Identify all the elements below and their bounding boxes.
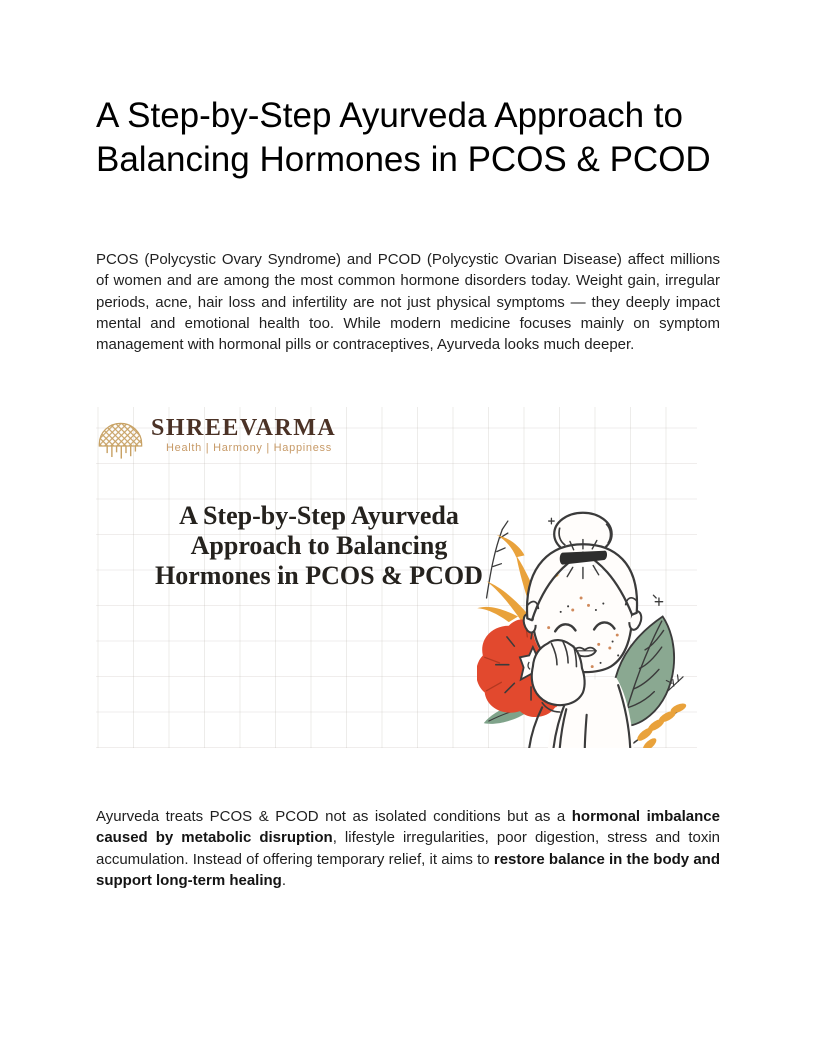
article-banner-image[interactable] <box>96 407 697 748</box>
logo-tagline: Health | Harmony | Happiness <box>166 442 332 454</box>
document-title-line-2: Balancing Hormones in PCOS & PCOD <box>96 140 711 179</box>
intro-paragraph: PCOS (Polycystic Ovary Syndrome) and PCOD (Polycystic Ovarian Disease) affect millions of women and are among the most common hormone disorders today. Weight gain, irregular periods, acne, hair loss and infertility are not just physical symptoms — they deeply impact mental and emotional health too. While modern medicine focuses mainly on symptom management with hormonal pills or contraceptives, Ayurveda looks much deeper. <box>96 251 720 354</box>
woman-hair-bun-flowers-illustration <box>477 509 697 748</box>
document-title-line-1: A Step-by-Step Ayurveda Approach to <box>96 96 683 135</box>
closing-paragraph <box>96 806 720 891</box>
logo-text-block <box>151 415 336 455</box>
text-run-bold: restore balance in the body and support long-term healing <box>96 850 720 889</box>
logo-brand-name: SHREEVARMA <box>151 415 337 441</box>
banner-title-line-1: A Step-by-Step Ayurveda <box>179 501 459 530</box>
banner-title-line-2: Approach to Balancing <box>190 531 448 560</box>
banner-title-line-3: Hormones in PCOS & PCOD <box>155 561 483 590</box>
text-run: , lifestyle irregularities, poor digestion, stress and toxin accumulation. Instead of offering temporary relief, it aims to <box>96 829 721 868</box>
banyan-tree-logo-icon <box>97 417 144 461</box>
document-title <box>96 94 736 182</box>
text-run: . <box>281 871 287 889</box>
text-run: Ayurveda treats PCOS & PCOD not as isolated conditions but as a <box>96 808 572 825</box>
shreevarma-logo <box>97 415 336 461</box>
text-run-bold: hormonal imbalance caused by metabolic disruption <box>96 808 720 847</box>
banner-title <box>132 501 506 591</box>
